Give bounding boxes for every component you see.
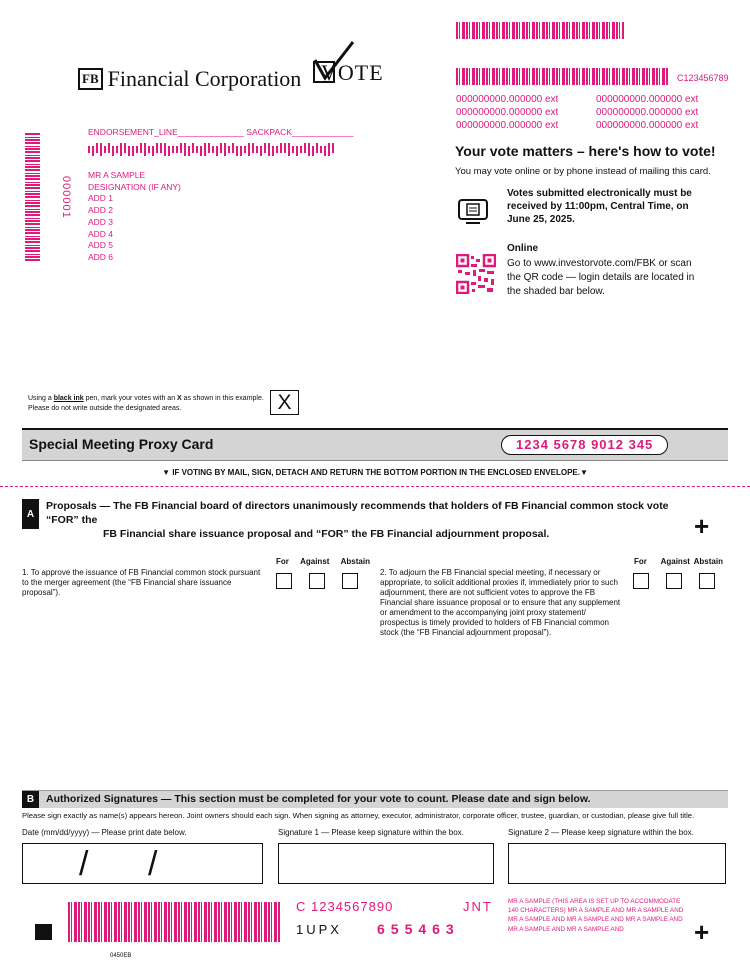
section-a-title-line2: FB Financial share issuance proposal and “FOR” the FB Financial adjournment proposal. [103,528,550,540]
control-code: C123456789 [677,73,729,83]
proposal-1-against-checkbox[interactable] [309,573,325,589]
proposal-2-for-checkbox[interactable] [633,573,649,589]
corner-square [35,924,52,940]
footer-code-1: C 1234567890 [296,899,394,914]
proxy-bar [22,428,728,461]
address-line: ADD 5 [88,240,114,251]
fb-logo-mark: FB [78,68,103,90]
ink-instructions [28,394,264,414]
plus-mark: + [694,511,710,541]
signature-2-label: Signature 2 — Please keep signature within the box. [508,828,694,837]
ext-line: 000000000.000000 ext [456,107,559,118]
proposal2-column-headers [628,557,723,566]
signature-1-label: Signature 1 — Please keep signature within the box. [278,828,464,837]
section-a-label: A [22,499,39,529]
barcode-bottom [68,902,280,942]
vote-logo [313,40,383,85]
ext-line: 000000000.000000 ext [456,94,559,105]
signature-1-field[interactable] [278,843,494,884]
proxy-card-title: Special Meeting Proxy Card [29,436,214,452]
example-x-mark: X [277,391,292,414]
deadline-text: Votes submitted electronically must be received by 11:00pm, Central Time, on June 25, 2025. [507,188,692,225]
section-a-title-line1: Proposals — The FB Financial board of directors unanimously recommends that holders of FB Financial common stock vote “FOR” the [46,500,669,526]
proposal-2-abstain-checkbox[interactable] [699,573,715,589]
section-b-title: Authorized Signatures — This section must be completed for your vote to count. Please date and sign below. [46,793,591,805]
vote-text: VOTE [321,60,384,85]
proposal-1-text: 1. To approve the issuance of FB Financial common stock pursuant to the merger agreement (the “FB Financial share issuance proposal”). [22,568,261,597]
date-label: Date (mm/dd/yyyy) — Please print date below. [22,828,187,837]
proposal-2-against-checkbox[interactable] [666,573,682,589]
endorsement-line: ENDORSEMENT_LINE______________ SACKPACK_____________ [88,127,354,137]
proposal-1-for-checkbox[interactable] [276,573,292,589]
footer-code-4: 655463 [377,921,460,937]
footer-code-3: 1UPX [296,922,342,937]
column-abstain: Abstain [340,557,370,566]
company-logo [78,66,301,92]
address-block [88,170,181,264]
online-text: Go to www.investorvote.com/FBK or scan the QR code — login details are located in the shaded bar below. [507,258,695,297]
address-line: ADD 6 [88,251,114,262]
column-abstain: Abstain [693,557,723,566]
qr-code-icon [456,254,496,294]
detach-note: ▼ IF VOTING BY MAIL, SIGN, DETACH AND RETURN THE BOTTOM PORTION IN THE ENCLOSED ENVELOPE.▼ [162,468,588,477]
proxy-number: 1234 5678 9012 345 [501,435,668,455]
vertical-code: 000001 [60,176,72,219]
address-line: MR A SAMPLE [88,170,146,180]
signature-2-field[interactable] [508,843,726,884]
date-slash: / [79,845,89,883]
online-title: Online [507,243,539,254]
barcode-second [456,68,668,85]
column-for: For [634,557,647,566]
barcode-vertical [25,133,40,261]
instruction-line-2: Please do not write outside the designated areas. [28,405,182,412]
proposal-2-text: 2. To adjourn the FB Financial special meeting, if necessary or appropriate, to solicit additional proxies if, immediately prior to such adjournment, there are not sufficient votes to approve the FB Financial share issuance proposal or to ensure that any supplement or amendment to the accompanying joint proxy statement/ prospectus is timely provided to holders of FB Financial common stock (the “FB Financial adjournment proposal”). [380,568,621,637]
postal-barcode [88,143,338,156]
date-field[interactable] [22,843,263,884]
address-line: ADD 1 [88,193,114,204]
address-line: ADD 3 [88,216,114,227]
address-line: ADD 4 [88,228,114,239]
footer-plus-mark: + [694,917,710,947]
ext-grid [456,94,716,131]
ext-line: 000000000.000000 ext [596,94,699,105]
ext-line: 000000000.000000 ext [596,107,699,118]
date-slash: / [148,845,158,883]
vote-heading: Your vote matters – here's how to vote! [455,143,716,159]
section-a-title [46,499,686,541]
address-line: ADD 2 [88,205,114,216]
column-for: For [276,557,289,566]
example-mark-box [270,390,299,415]
ext-line: 000000000.000000 ext [456,120,559,131]
address-line: DESIGNATION (IF ANY) [88,181,181,192]
proposal-1-abstain-checkbox[interactable] [342,573,358,589]
section-b-label: B [22,791,39,808]
column-against: Against [300,557,330,566]
column-against: Against [660,557,690,566]
ext-line: 000000000.000000 ext [596,120,699,131]
signing-instructions: Please sign exactly as name(s) appears hereon. Joint owners should each sign. When signing as attorney, executor, administrator, corporate officer, trustee, guardian, or custodian, please give full title. [22,811,695,820]
vote-subheading: You may vote online or by phone instead of mailing this card. [455,166,711,177]
section-b-bar [22,790,728,808]
company-name: Financial Corporation [107,66,302,91]
footer-sample-text: MR A SAMPLE (THIS AREA IS SET UP TO ACCOMMODATE 140 CHARACTERS) MR A SAMPLE AND MR A SAMPLE AND MR A SAMPLE AND MR A SAMPLE AND MR A SAMPLE AND MR A SAMPLE AND MR A SAMPLE AND [508,898,684,933]
form-id: 0450EB [110,953,132,959]
footer-code-2: JNT [463,899,493,914]
instruction-line-1: Using a black ink pen, mark your votes with an X as shown in this example. [28,395,264,402]
perforation-line [0,486,750,487]
proposal1-column-headers [270,557,370,566]
barcode-top [456,22,624,39]
computer-icon [458,199,488,230]
